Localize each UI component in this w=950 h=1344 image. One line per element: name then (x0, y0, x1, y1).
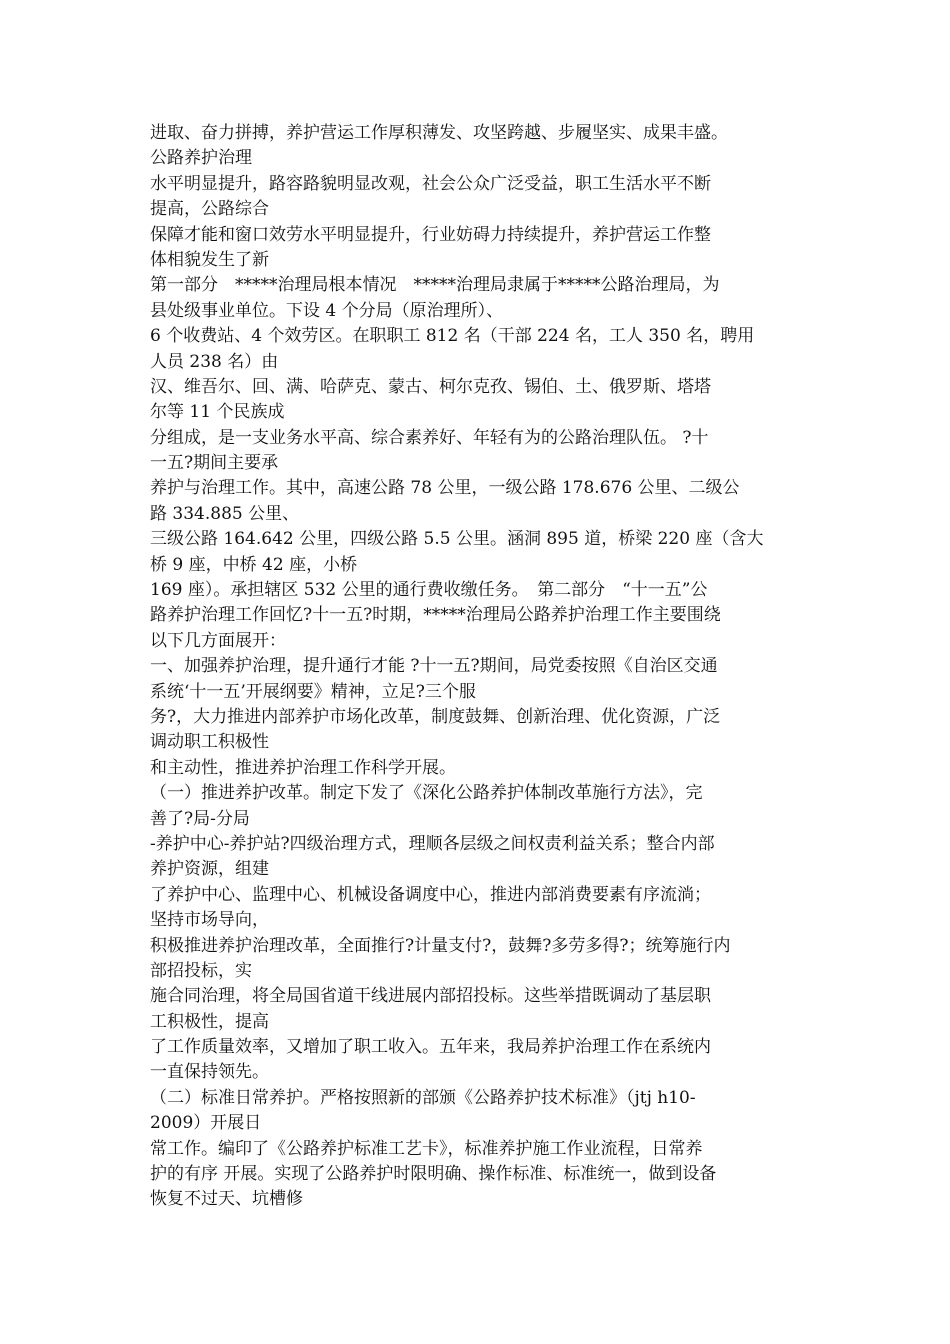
text-line: 一五?期间主要承 (150, 453, 279, 474)
text-line: 第一部分 *****治理局根本情况 *****治理局隶属于*****公路治理局，为 (150, 275, 720, 296)
text-line: 2009）开展日 (150, 1113, 262, 1134)
text-line: 了养护中心、监理中心、机械设备调度中心，推进内部消费要素有序流淌； (150, 884, 711, 905)
text-line: 以下几方面展开： (150, 630, 286, 651)
text-line: 了工作质量效率，又增加了职工收入。五年来，我局养护治理工作在系统内 (150, 1037, 711, 1058)
text-line: 常工作。编印了《公路养护标准工艺卡》，标准养护施工作业流程，日常养 (150, 1138, 703, 1159)
text-line: 部招投标，实 (150, 960, 252, 981)
document-body (150, 121, 800, 1213)
text-line: 6 个收费站、4 个效劳区。在职职工 812 名（干部 224 名，工人 350 名，聘用 (150, 326, 755, 347)
text-line: 系统‘十一五’开展纲要》精神，立足?三个服 (150, 681, 476, 702)
text-line: 体相貌发生了新 (150, 249, 269, 270)
text-line: 保障才能和窗口效劳水平明显提升，行业妨碍力持续提升，养护营运工作整 (150, 224, 711, 245)
text-line: 169 座）。承担辖区 532 公里的通行费收缴任务。 第二部分 “十一五”公 (150, 580, 708, 601)
text-line: 桥 9 座，中桥 42 座，小桥 (150, 554, 358, 575)
text-line: 县处级事业单位。下设 4 个分局（原治理所）、 (150, 300, 504, 321)
text-line: 三级公路 164.642 公里，四级公路 5.5 公里。涵洞 895 道，桥梁 220 座（含大 (150, 529, 764, 550)
text-line: 尔等 11 个民族成 (150, 402, 285, 423)
text-line: 进取、奋力拼搏，养护营运工作厚积薄发、攻坚跨越、步履坚实、成果丰盛。 (150, 123, 728, 143)
text-line: 公路养护治理 (150, 148, 252, 169)
text-line: 水平明显提升，路容路貌明显改观，社会公众广泛受益，职工生活水平不断 (150, 173, 711, 194)
text-line: 护的有序 开展。实现了公路养护时限明确、操作标准、标准统一，做到设备 (150, 1164, 717, 1185)
text-line: 施合同治理，将全局国省道干线进展内部招投标。这些举措既调动了基层职 (150, 986, 711, 1007)
text-line: 一直保持领先。 (150, 1062, 269, 1083)
text-line: 提高，公路综合 (150, 199, 269, 220)
text-line: （一）推进养护改革。制定下发了《深化公路养护体制改革施行方法》，完 (150, 783, 703, 804)
text-line: 人员 238 名）由 (150, 351, 279, 372)
text-line: 路 334.885 公里、 (150, 503, 300, 524)
text-line: 恢复不过天、坑槽修 (150, 1189, 303, 1210)
text-line: 养护与治理工作。其中，高速公路 78 公里，一级公路 178.676 公里、二级公 (150, 478, 740, 499)
text-line: 分组成，是一支业务水平高、综合素养好、年轻有为的公路治理队伍。 ?十 (150, 427, 709, 448)
text-line: 养护资源，组建 (150, 859, 269, 880)
text-line: 务?，大力推进内部养护市场化改革，制度鼓舞、创新治理、优化资源，广泛 (150, 706, 721, 727)
text-line: -养护中心-养护站?四级治理方式，理顺各层级之间权责利益关系；整合内部 (150, 833, 715, 854)
text-line: 调动职工积极性 (150, 732, 269, 753)
text-line: 工积极性，提高 (150, 1011, 269, 1032)
text-line: 积极推进养护治理改革，全面推行?计量支付?，鼓舞?多劳多得?；统筹施行内 (150, 935, 731, 956)
text-line: 坚持市场导向， (150, 910, 269, 931)
text-line: 善了?局-分局 (150, 808, 250, 829)
text-line: 一、加强养护治理，提升通行才能 ?十一五?期间，局党委按照《自治区交通 (150, 656, 718, 677)
text-line: 汉、维吾尔、回、满、哈萨克、蒙古、柯尔克孜、锡伯、土、俄罗斯、塔塔 (150, 376, 711, 397)
text-line: （二）标准日常养护。严格按照新的部颁《公路养护技术标准》（jtj h10- (150, 1087, 696, 1108)
text-line: 路养护治理工作回忆?十一五?时期，*****治理局公路养护治理工作主要围绕 (150, 605, 721, 626)
text-line: 和主动性，推进养护治理工作科学开展。 (150, 757, 456, 778)
